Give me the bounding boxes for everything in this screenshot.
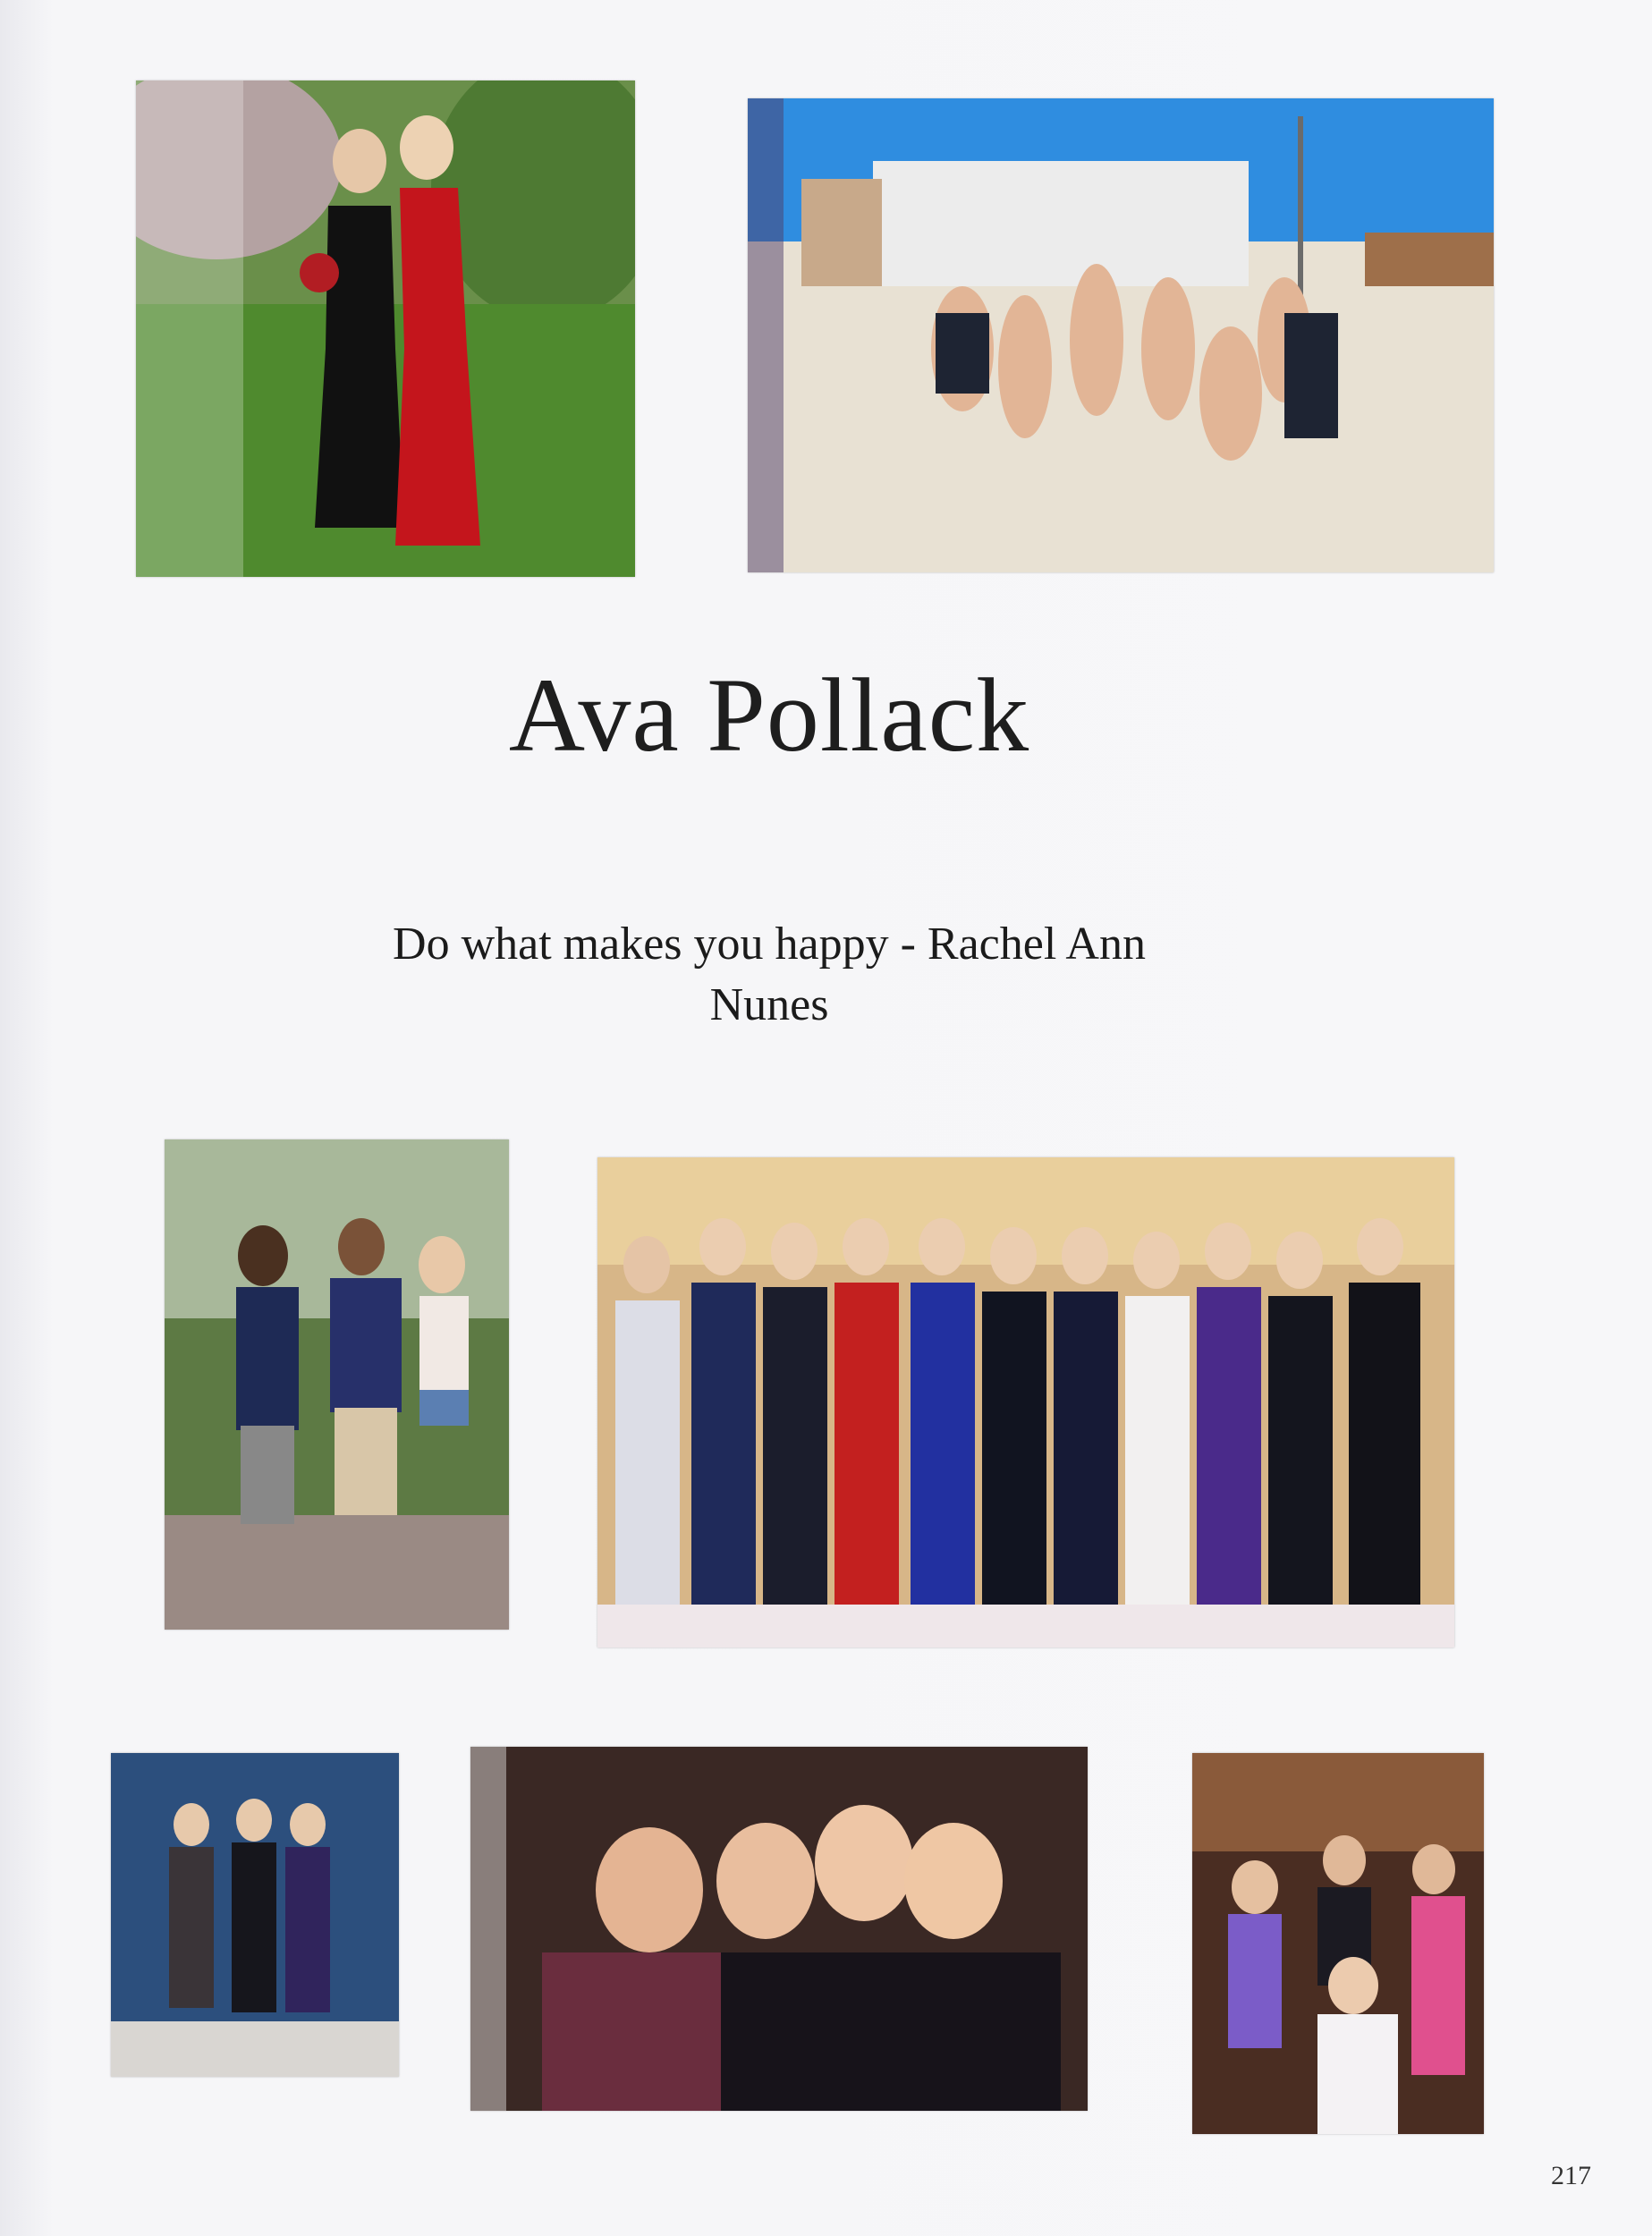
quote-line-1: Do what makes you happy - Rachel Ann <box>393 919 1146 970</box>
senior-quote <box>233 914 1306 1036</box>
photo-formal-lineup <box>597 1157 1454 1647</box>
photo-beach-group <box>748 98 1494 572</box>
quote-line-2: Nunes <box>709 979 829 1030</box>
photo-wall-trio <box>111 1753 399 2077</box>
student-name: Ava Pollack <box>508 656 1030 774</box>
photo-backyard-trio <box>165 1139 509 1630</box>
photo-prom-red-dress <box>136 80 635 577</box>
page-number: 217 <box>1551 2161 1591 2190</box>
photo-party-hug <box>470 1747 1088 2111</box>
photo-kids-party <box>1192 1753 1484 2134</box>
